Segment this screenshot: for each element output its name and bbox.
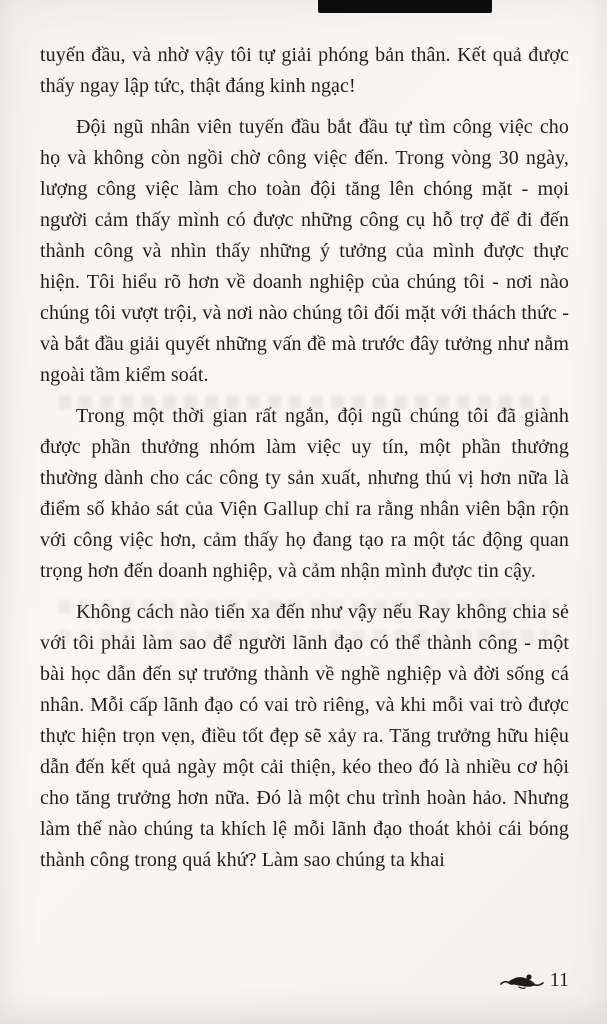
scan-artifact-bar bbox=[318, 0, 492, 13]
paragraph: Trong một thời gian rất ngắn, đội ngũ chúng tôi đã giành được phần thưởng nhóm làm việc uy tín, một phần thưởng thường dành cho các công ty sản xuất, nhưng thú vị hơn nữa là điểm số khảo sát của Viện Gallup chỉ ra rằng nhân viên bận rộn với công việc hơn, cảm thấy họ đang tạo ra một tác động quan trọng hơn đến doanh nghiệp, và cảm nhận mình được tin cậy. bbox=[40, 405, 569, 582]
paragraph-continued: tuyến đầu, và nhờ vậy tôi tự giải phóng bản thân. Kết quả được thấy ngay lập tức, thật đáng kinh ngạc! bbox=[40, 44, 569, 97]
page-text-block bbox=[40, 40, 569, 886]
paragraph: Không cách nào tiến xa đến như vậy nếu Ray không chia sẻ với tôi phải làm sao để người lãnh đạo có thể thành công - một bài học dẫn đến sự trưởng thành về nghề nghiệp và đời sống cá nhân. Mỗi cấp lãnh đạo có vai trò riêng, và khi mỗi vai trò được thực hiện trọn vẹn, điều tốt đẹp sẽ xảy ra. Tăng trưởng hữu hiệu dẫn đến kết quả ngày một cải thiện, kéo theo đó là nhiều cơ hội cho tăng trưởng hơn nữa. Đó là một chu trình hoàn hảo. Nhưng làm thế nào chúng ta khích lệ mỗi lãnh đạo thoát khỏi cái bóng thành công trong quá khứ? Làm sao chúng ta khai bbox=[40, 601, 569, 871]
swimmer-ornament-icon bbox=[499, 971, 545, 991]
page-number: 11 bbox=[549, 969, 569, 991]
page-footer bbox=[499, 969, 569, 992]
paragraph: Đội ngũ nhân viên tuyến đầu bắt đầu tự tìm công việc cho họ và không còn ngồi chờ công việc đến. Trong vòng 30 ngày, lượng công việc làm cho toàn đội tăng lên chóng mặt - mọi người cảm thấy mình có được những công cụ hỗ trợ để đi đến thành công và nhìn thấy những ý tưởng của mình được thực hiện. Tôi hiểu rõ hơn về doanh nghiệp của chúng tôi - nơi nào chúng tôi vượt trội, và nơi nào chúng tôi đối mặt với thách thức - và bắt đầu giải quyết những vấn đề mà trước đây tưởng như nằm ngoài tầm kiểm soát. bbox=[40, 116, 569, 386]
